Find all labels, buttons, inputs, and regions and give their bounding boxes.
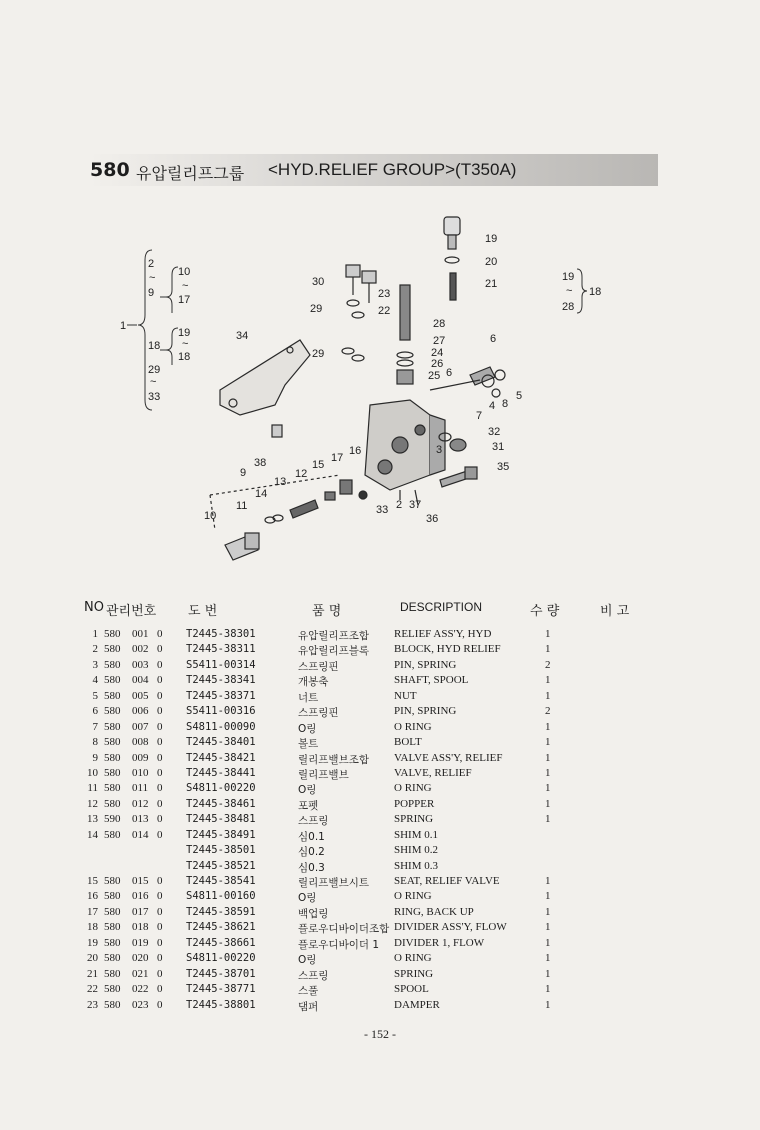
quantity-cell: 1 bbox=[545, 766, 551, 779]
table-row bbox=[0, 690, 760, 705]
group-code-cell: 580 bbox=[104, 936, 121, 949]
sequence-code-cell: 004 bbox=[132, 674, 149, 687]
header-drawing-number: 도 번 bbox=[188, 604, 218, 619]
item-number-cell: 1 bbox=[92, 628, 98, 640]
item-number-cell: 7 bbox=[92, 720, 98, 733]
table-row bbox=[0, 798, 760, 813]
quantity-cell: 1 bbox=[545, 813, 551, 826]
callout-20: 20 bbox=[485, 256, 498, 268]
item-number-cell: 2 bbox=[92, 643, 98, 656]
sequence-code-cell: 015 bbox=[132, 875, 149, 887]
part-number-cell: S4811-00220 bbox=[186, 782, 256, 795]
item-number-cell: 11 bbox=[87, 782, 98, 795]
part-number-cell: S4811-00220 bbox=[186, 952, 256, 965]
quantity-cell: 2 bbox=[545, 705, 551, 718]
sequence-code-cell: 007 bbox=[132, 720, 149, 733]
callout-37: 37 bbox=[409, 499, 422, 511]
group-code-cell: 580 bbox=[104, 952, 121, 965]
table-row bbox=[0, 659, 760, 674]
sequence-code-cell: 002 bbox=[132, 643, 149, 656]
callout-29: 29 bbox=[310, 303, 323, 315]
group-code-cell: 580 bbox=[104, 766, 121, 779]
callout-3: 3 bbox=[436, 444, 443, 456]
korean-name-cell: 볼트 bbox=[298, 738, 319, 751]
assembly-bracket-labels bbox=[120, 258, 190, 403]
quantity-cell: 2 bbox=[545, 658, 551, 671]
group-code-cell: 580 bbox=[104, 705, 121, 718]
sub-code-cell: 0 bbox=[157, 658, 163, 671]
korean-name-cell: 개봉축 bbox=[298, 676, 329, 689]
item-number-cell: 14 bbox=[87, 828, 98, 841]
description-cell: SHIM 0.3 bbox=[394, 859, 439, 872]
callout-33: 33 bbox=[376, 504, 389, 516]
item-number-cell: 4 bbox=[92, 674, 98, 687]
quantity-cell: 1 bbox=[545, 983, 551, 996]
item-number-cell: 13 bbox=[87, 813, 98, 826]
quantity-cell: 1 bbox=[545, 797, 551, 810]
part-number-cell: T2445-38541 bbox=[186, 875, 256, 887]
callout-4: 4 bbox=[489, 400, 496, 412]
table-row bbox=[0, 860, 760, 875]
sub-code-cell: 0 bbox=[157, 766, 163, 779]
label-18: 18 bbox=[148, 340, 161, 352]
description-cell: SHIM 0.1 bbox=[394, 828, 439, 841]
sub-code-cell: 0 bbox=[157, 983, 163, 996]
header-no: NO bbox=[84, 600, 104, 615]
item-number-cell: 20 bbox=[87, 952, 98, 965]
part-number-cell: T2445-38421 bbox=[186, 751, 256, 764]
table-row bbox=[0, 674, 760, 689]
description-cell: NUT bbox=[394, 689, 417, 702]
group-code-cell: 580 bbox=[104, 998, 121, 1011]
callout-38: 38 bbox=[254, 457, 267, 469]
table-row bbox=[0, 844, 760, 859]
description-cell: DAMPER bbox=[394, 998, 440, 1011]
group-code-cell: 580 bbox=[104, 628, 121, 640]
korean-name-cell: 백업링 bbox=[298, 907, 329, 920]
group-code-cell: 580 bbox=[104, 983, 121, 996]
korean-name-cell: 심0.1 bbox=[298, 830, 325, 843]
sequence-code-cell: 016 bbox=[132, 890, 149, 903]
table-row bbox=[0, 952, 760, 967]
table-row bbox=[0, 721, 760, 736]
sub-code-cell: 0 bbox=[157, 813, 163, 826]
description-cell: SPOOL bbox=[394, 983, 429, 996]
quantity-cell: 1 bbox=[545, 890, 551, 903]
callout-36: 36 bbox=[426, 513, 439, 525]
korean-name-cell: 유압릴리프블록 bbox=[298, 645, 370, 658]
part-number-cell: T2445-38401 bbox=[186, 736, 256, 749]
description-cell: SPRING bbox=[394, 967, 434, 980]
page-number: - 152 - bbox=[364, 1027, 396, 1041]
korean-name-cell: 스풀 bbox=[298, 985, 319, 998]
item-number-cell: 21 bbox=[87, 967, 98, 980]
part-number-cell: T2445-38771 bbox=[186, 983, 256, 996]
table-row bbox=[0, 628, 760, 643]
sequence-code-cell: 001 bbox=[132, 628, 149, 640]
sequence-code-cell: 020 bbox=[132, 952, 149, 965]
description-cell: SHIM 0.2 bbox=[394, 844, 439, 857]
korean-name-cell: 스프링 bbox=[298, 969, 329, 982]
table-row bbox=[0, 875, 760, 890]
callout-8: 8 bbox=[502, 398, 509, 410]
korean-name-cell: 포펫 bbox=[298, 799, 319, 812]
header-description: DESCRIPTION bbox=[400, 600, 483, 614]
sequence-code-cell: 021 bbox=[132, 967, 149, 980]
sequence-code-cell: 009 bbox=[132, 751, 149, 764]
item-number-cell: 5 bbox=[92, 689, 98, 702]
sub-code-cell: 0 bbox=[157, 674, 163, 687]
quantity-cell: 1 bbox=[545, 736, 551, 749]
table-row bbox=[0, 937, 760, 952]
callout-10: 10 bbox=[204, 510, 217, 522]
callout-5: 5 bbox=[516, 390, 523, 402]
part-number-cell: T2445-38311 bbox=[186, 643, 256, 656]
callout-31: 31 bbox=[492, 441, 505, 453]
korean-name-cell: 너트 bbox=[298, 691, 319, 704]
sub-code-cell: 0 bbox=[157, 797, 163, 810]
item-number-cell: 16 bbox=[87, 890, 98, 903]
header-part-name: 품 명 bbox=[312, 604, 342, 619]
section-title-english: <HYD.RELIEF GROUP>(T350A) bbox=[268, 160, 517, 179]
callout-6: 6 bbox=[446, 367, 453, 379]
label-19r: 19 bbox=[562, 271, 575, 283]
sequence-code-cell: 018 bbox=[132, 921, 149, 934]
korean-name-cell: 스프링핀 bbox=[298, 707, 339, 720]
description-cell: DIVIDER ASS'Y, FLOW bbox=[394, 921, 507, 934]
korean-name-cell: O링 bbox=[298, 892, 317, 905]
sequence-code-cell: 017 bbox=[132, 905, 149, 918]
label-17: 17 bbox=[178, 294, 191, 306]
description-cell: O RING bbox=[394, 782, 432, 795]
part-number-cell: T2445-38491 bbox=[186, 828, 256, 841]
table-row bbox=[0, 705, 760, 720]
description-cell: SHAFT, SPOOL bbox=[394, 674, 469, 687]
table-row bbox=[0, 906, 760, 921]
group-code-cell: 590 bbox=[104, 813, 121, 826]
sub-code-cell: 0 bbox=[157, 875, 163, 887]
korean-name-cell: 유압릴리프조합 bbox=[298, 630, 370, 642]
label-tilde-r: ~ bbox=[566, 285, 573, 297]
table-row bbox=[0, 643, 760, 658]
sequence-code-cell: 011 bbox=[132, 782, 149, 795]
sequence-code-cell: 023 bbox=[132, 998, 149, 1011]
quantity-cell: 1 bbox=[545, 967, 551, 980]
sub-code-cell: 0 bbox=[157, 905, 163, 918]
part-number-cell: T2445-38661 bbox=[186, 936, 256, 949]
callout-25: 25 bbox=[428, 370, 441, 382]
sequence-code-cell: 008 bbox=[132, 736, 149, 749]
group-code-cell: 580 bbox=[104, 720, 121, 733]
sub-code-cell: 0 bbox=[157, 782, 163, 795]
korean-name-cell: 심0.3 bbox=[298, 861, 325, 874]
part-number-cell: T2445-38341 bbox=[186, 674, 256, 687]
item-number-cell: 17 bbox=[87, 905, 98, 918]
korean-name-cell: 플로우디바이더조합 bbox=[298, 923, 390, 936]
table-row bbox=[0, 983, 760, 998]
part-number-cell: T2445-38301 bbox=[186, 628, 256, 640]
label-10: 10 bbox=[178, 266, 191, 278]
item-number-cell: 15 bbox=[87, 875, 98, 887]
sub-code-cell: 0 bbox=[157, 890, 163, 903]
sequence-code-cell: 014 bbox=[132, 828, 149, 841]
sub-code-cell: 0 bbox=[157, 628, 163, 640]
table-row bbox=[0, 767, 760, 782]
korean-name-cell: O링 bbox=[298, 722, 317, 735]
sub-code-cell: 0 bbox=[157, 736, 163, 749]
table-row bbox=[0, 782, 760, 797]
callout-6b: 6 bbox=[490, 333, 497, 345]
label-18b: 18 bbox=[178, 351, 191, 363]
callout-24: 24 bbox=[431, 347, 444, 359]
part-number-cell: T2445-38521 bbox=[186, 859, 256, 872]
korean-name-cell: 플로우디바이더 1 bbox=[298, 938, 380, 951]
table-row bbox=[0, 829, 760, 844]
item-number-cell: 8 bbox=[92, 736, 98, 749]
part-number-cell: T2445-38501 bbox=[186, 844, 256, 857]
description-cell: PIN, SPRING bbox=[394, 658, 457, 671]
label-18r: 18 bbox=[589, 286, 602, 298]
label-33: 33 bbox=[148, 391, 161, 403]
table-row bbox=[0, 752, 760, 767]
sequence-code-cell: 013 bbox=[132, 813, 149, 826]
callout-13: 13 bbox=[274, 476, 287, 488]
item-number-cell: 19 bbox=[87, 936, 98, 949]
description-cell: POPPER bbox=[394, 797, 435, 810]
sub-code-cell: 0 bbox=[157, 689, 163, 702]
group-code-cell: 580 bbox=[104, 890, 121, 903]
item-number-cell: 10 bbox=[87, 766, 98, 779]
table-row bbox=[0, 813, 760, 828]
item-number-cell: 18 bbox=[87, 921, 98, 934]
exploded-parts-diagram bbox=[100, 205, 660, 590]
quantity-cell: 1 bbox=[545, 628, 551, 640]
sub-code-cell: 0 bbox=[157, 643, 163, 656]
sub-code-cell: 0 bbox=[157, 936, 163, 949]
sequence-code-cell: 003 bbox=[132, 658, 149, 671]
group-code-cell: 580 bbox=[104, 921, 121, 934]
quantity-cell: 1 bbox=[545, 689, 551, 702]
sequence-code-cell: 022 bbox=[132, 983, 149, 996]
table-row bbox=[0, 736, 760, 751]
korean-name-cell: 댐퍼 bbox=[298, 1000, 319, 1013]
callout-19: 19 bbox=[485, 233, 498, 245]
group-code-cell: 580 bbox=[104, 643, 121, 656]
callout-16: 16 bbox=[349, 445, 362, 457]
table-header bbox=[0, 600, 760, 620]
callout-7: 7 bbox=[476, 410, 483, 422]
section-number: 580 bbox=[90, 159, 130, 181]
callout-14: 14 bbox=[255, 488, 268, 500]
sub-code-cell: 0 bbox=[157, 751, 163, 764]
sequence-code-cell: 012 bbox=[132, 797, 149, 810]
label-9: 9 bbox=[148, 287, 155, 299]
sequence-code-cell: 010 bbox=[132, 766, 149, 779]
header-quantity: 수 량 bbox=[530, 604, 560, 619]
right-bracket-group bbox=[562, 269, 601, 313]
part-number-cell: T2445-38441 bbox=[186, 766, 256, 779]
group-code-cell: 580 bbox=[104, 751, 121, 764]
group-code-cell: 580 bbox=[104, 674, 121, 687]
korean-name-cell: 릴리프밸브 bbox=[298, 768, 349, 781]
korean-name-cell: O링 bbox=[298, 784, 317, 797]
description-cell: O RING bbox=[394, 720, 432, 733]
callout-11: 11 bbox=[236, 500, 248, 512]
label-19: 19 bbox=[178, 327, 191, 339]
description-cell: O RING bbox=[394, 890, 432, 903]
quantity-cell: 1 bbox=[545, 643, 551, 656]
part-number-cell: T2445-38461 bbox=[186, 797, 256, 810]
label-tilde: ~ bbox=[150, 376, 157, 388]
sub-code-cell: 0 bbox=[157, 705, 163, 718]
description-cell: DIVIDER 1, FLOW bbox=[394, 936, 485, 949]
callout-28: 28 bbox=[433, 318, 446, 330]
korean-name-cell: 스프링핀 bbox=[298, 660, 339, 673]
sequence-code-cell: 005 bbox=[132, 689, 149, 702]
korean-name-cell: 심0.2 bbox=[298, 846, 325, 859]
header-remarks: 비 고 bbox=[600, 604, 630, 619]
sequence-code-cell: 019 bbox=[132, 936, 149, 949]
description-cell: RELIEF ASS'Y, HYD bbox=[394, 628, 492, 640]
sub-code-cell: 0 bbox=[157, 967, 163, 980]
group-code-cell: 580 bbox=[104, 736, 121, 749]
quantity-cell: 1 bbox=[545, 921, 551, 934]
table-row bbox=[0, 968, 760, 983]
description-cell: O RING bbox=[394, 952, 432, 965]
korean-name-cell: O링 bbox=[298, 954, 317, 967]
description-cell: VALVE ASS'Y, RELIEF bbox=[394, 751, 503, 764]
sub-code-cell: 0 bbox=[157, 952, 163, 965]
quantity-cell: 1 bbox=[545, 875, 551, 887]
item-number-cell: 9 bbox=[92, 751, 98, 764]
callout-29b: 29 bbox=[312, 348, 325, 360]
group-code-cell: 580 bbox=[104, 658, 121, 671]
callout-30: 30 bbox=[312, 276, 325, 288]
part-number-cell: T2445-38591 bbox=[186, 905, 256, 918]
group-code-cell: 580 bbox=[104, 782, 121, 795]
callout-2: 2 bbox=[396, 499, 403, 511]
group-code-cell: 580 bbox=[104, 905, 121, 918]
part-number-cell: T2445-38701 bbox=[186, 967, 256, 980]
group-code-cell: 580 bbox=[104, 967, 121, 980]
label-1: 1 bbox=[120, 320, 127, 332]
sub-code-cell: 0 bbox=[157, 828, 163, 841]
callout-23: 23 bbox=[378, 288, 391, 300]
callout-17: 17 bbox=[331, 452, 344, 464]
quantity-cell: 1 bbox=[545, 905, 551, 918]
quantity-cell: 1 bbox=[545, 936, 551, 949]
sub-code-cell: 0 bbox=[157, 720, 163, 733]
quantity-cell: 1 bbox=[545, 720, 551, 733]
table-row bbox=[0, 999, 760, 1014]
item-number-cell: 6 bbox=[92, 705, 98, 718]
korean-name-cell: 스프링 bbox=[298, 815, 329, 828]
label-tilde: ~ bbox=[182, 338, 189, 350]
callout-22: 22 bbox=[378, 305, 391, 317]
description-cell: SPRING bbox=[394, 813, 434, 826]
quantity-cell: 1 bbox=[545, 952, 551, 965]
item-number-cell: 23 bbox=[87, 998, 98, 1011]
quantity-cell: 1 bbox=[545, 674, 551, 687]
description-cell: VALVE, RELIEF bbox=[394, 766, 472, 779]
description-cell: SEAT, RELIEF VALVE bbox=[394, 875, 500, 887]
quantity-cell: 1 bbox=[545, 751, 551, 764]
description-cell: PIN, SPRING bbox=[394, 705, 457, 718]
group-code-cell: 580 bbox=[104, 875, 121, 887]
description-cell: BOLT bbox=[394, 736, 422, 749]
label-28r: 28 bbox=[562, 301, 575, 313]
korean-name-cell: 릴리프밸브시트 bbox=[298, 877, 370, 889]
description-cell: BLOCK, HYD RELIEF bbox=[394, 643, 501, 656]
description-cell: RING, BACK UP bbox=[394, 905, 474, 918]
callout-34: 34 bbox=[236, 330, 249, 342]
callout-21: 21 bbox=[485, 278, 498, 290]
part-number-cell: T2445-38621 bbox=[186, 921, 256, 934]
group-code-cell: 580 bbox=[104, 828, 121, 841]
item-number-cell: 12 bbox=[87, 797, 98, 810]
callout-35: 35 bbox=[497, 461, 510, 473]
label-29: 29 bbox=[148, 364, 161, 376]
part-number-cell: S5411-00314 bbox=[186, 658, 256, 671]
item-number-cell: 3 bbox=[92, 658, 98, 671]
callout-32: 32 bbox=[488, 426, 501, 438]
part-number-cell: T2445-38371 bbox=[186, 689, 256, 702]
item-number-cell: 22 bbox=[87, 983, 98, 996]
callout-15: 15 bbox=[312, 459, 325, 471]
callout-12: 12 bbox=[295, 468, 308, 480]
callout-9: 9 bbox=[240, 467, 247, 479]
label-tilde: ~ bbox=[149, 272, 156, 284]
sequence-code-cell: 006 bbox=[132, 705, 149, 718]
table-row bbox=[0, 890, 760, 905]
parts-table bbox=[0, 628, 760, 1014]
callout-26: 26 bbox=[431, 358, 444, 370]
section-title-korean: 유압릴리프그룹 bbox=[136, 164, 245, 183]
label-2: 2 bbox=[148, 258, 155, 270]
label-tilde: ~ bbox=[182, 280, 189, 292]
part-number-cell: S4811-00160 bbox=[186, 890, 256, 903]
table-row bbox=[0, 921, 760, 936]
header-management-number: 관리번호 bbox=[106, 604, 157, 619]
group-code-cell: 580 bbox=[104, 689, 121, 702]
group-code-cell: 580 bbox=[104, 797, 121, 810]
section-title-bar bbox=[88, 154, 658, 186]
sub-code-cell: 0 bbox=[157, 998, 163, 1011]
quantity-cell: 1 bbox=[545, 782, 551, 795]
part-number-cell: T2445-38481 bbox=[186, 813, 256, 826]
part-number-cell: S4811-00090 bbox=[186, 720, 256, 733]
sub-code-cell: 0 bbox=[157, 921, 163, 934]
part-number-cell: S5411-00316 bbox=[186, 705, 256, 718]
korean-name-cell: 릴리프밸브조합 bbox=[298, 753, 370, 766]
parts-drawing bbox=[210, 217, 505, 560]
part-number-cell: T2445-38801 bbox=[186, 998, 256, 1011]
callout-27: 27 bbox=[433, 335, 446, 347]
quantity-cell: 1 bbox=[545, 998, 551, 1011]
